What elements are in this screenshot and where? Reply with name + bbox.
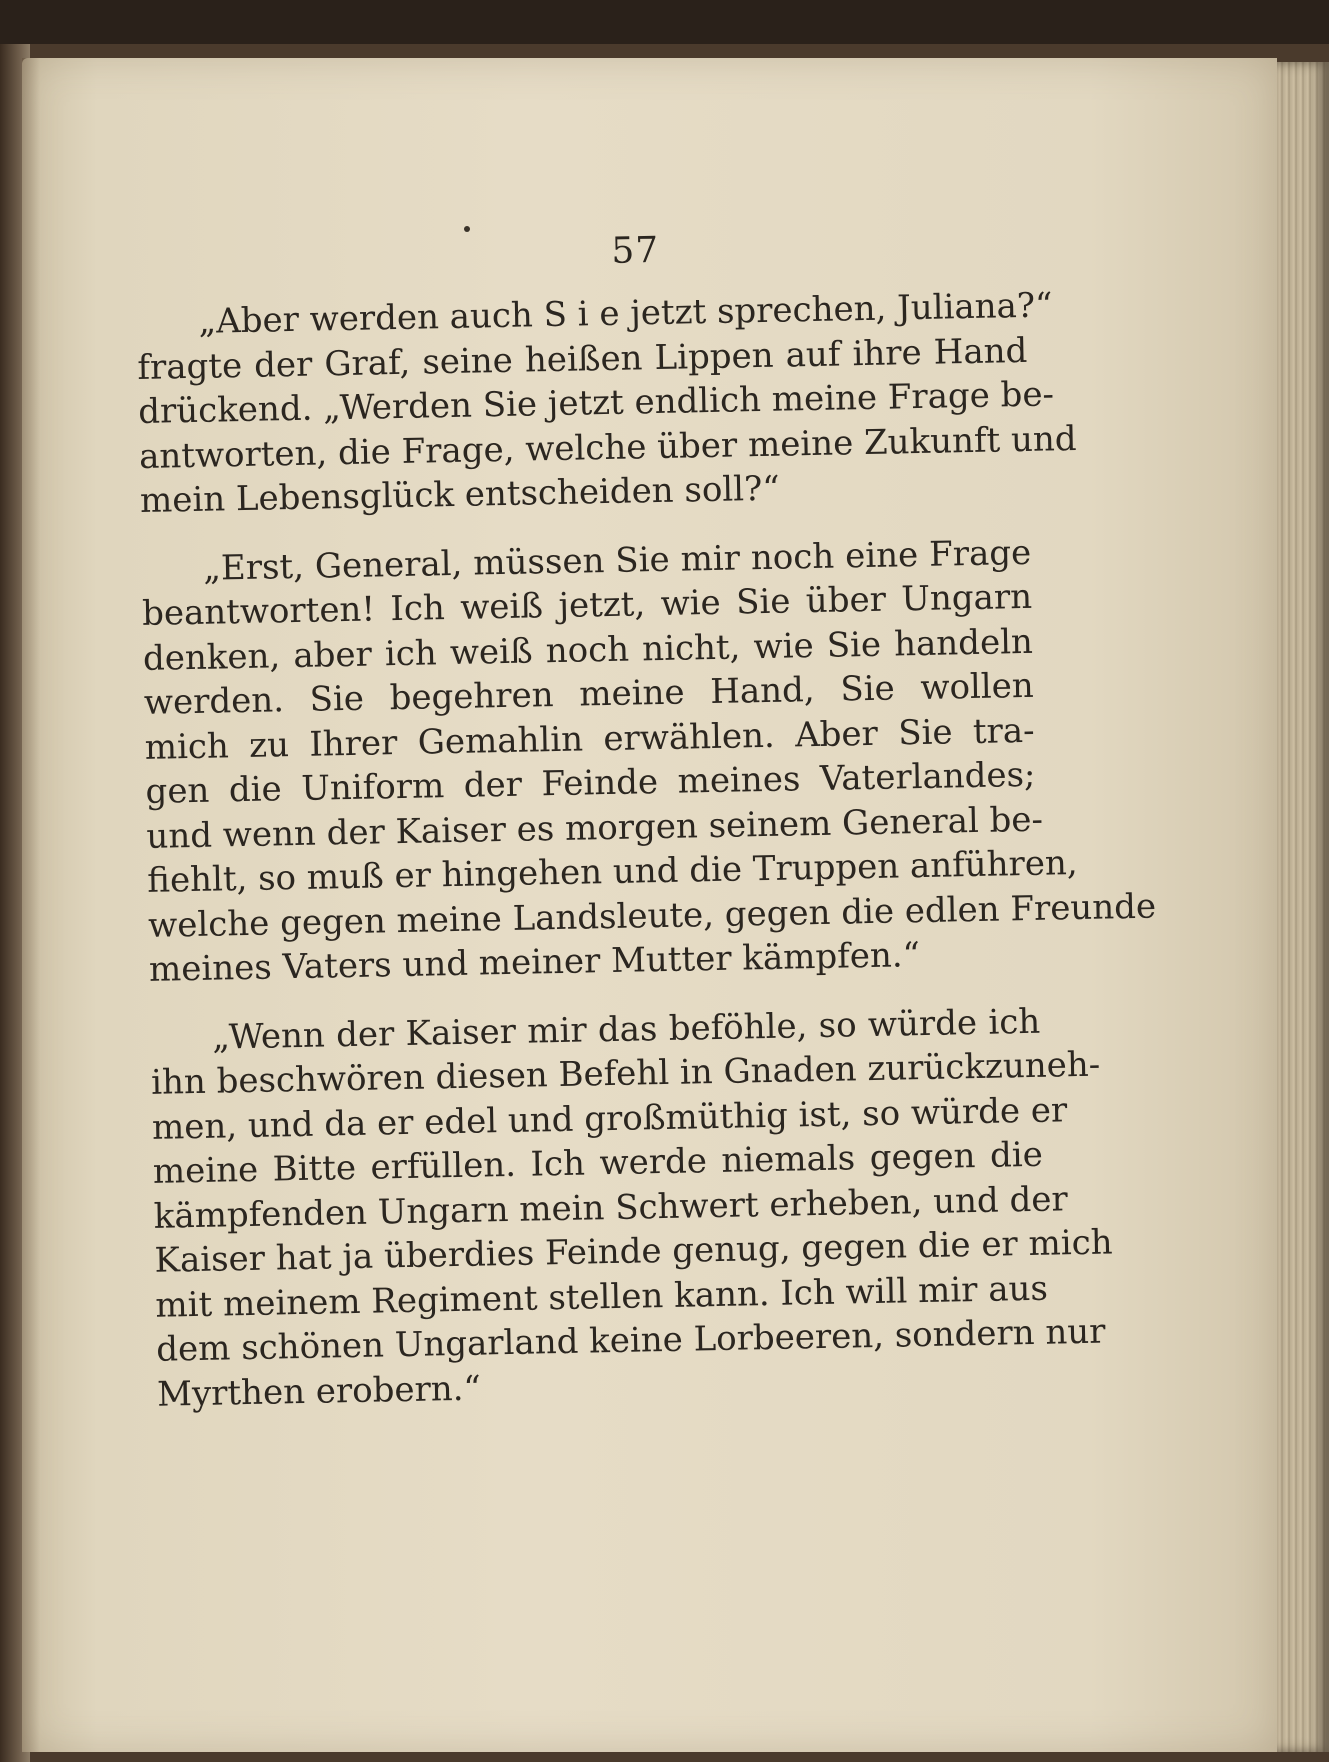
text-line: dem schönen Ungarland keine Lorbeeren, sondern nur: [155, 1311, 1106, 1370]
paragraph-3: [150, 999, 1113, 1417]
text-line: und wenn der Kaiser es morgen seinem General be-: [146, 799, 1044, 857]
text-line: Myrthen erobern.“: [156, 1368, 482, 1415]
text-line: beantworten! Ich weiß jetzt, wie Sie über Ungarn: [141, 576, 1033, 634]
page-text: [135, 223, 1157, 1441]
text-line: gen die Uniform der Feinde meines Vaterlandes;: [145, 754, 1036, 812]
text-line: fragte der Graf, seine heißen Lippen auf ihre Hand: [137, 330, 1028, 388]
text-line: „Erst, General, müssen Sie mir noch eine Frage: [202, 532, 1032, 589]
text-line: meine Bitte erfüllen. Ich werde niemals gegen die: [152, 1134, 1044, 1192]
text-line: men, und da er edel und großmüthig ist, so würde er: [151, 1089, 1068, 1148]
paragraph-2: [141, 530, 1157, 992]
spine-shadow: [22, 58, 40, 1752]
text-line: Kaiser hat ja überdies Feinde genug, gegen die er mich: [154, 1222, 1113, 1281]
page-edges: [1277, 62, 1329, 1752]
text-line: fiehlt, so muß er hingehen und die Truppen anführen,: [146, 843, 1078, 901]
text-line: meines Vaters und meiner Mutter kämpfen.“: [148, 935, 921, 990]
text-line: mein Lebensglück entscheiden soll?“: [139, 468, 781, 521]
text-line: kämpfenden Ungarn mein Schwert erheben, und der: [153, 1178, 1069, 1237]
ink-speck: [464, 226, 470, 232]
text-line: „Wenn der Kaiser mir das beföhle, so würde ich: [211, 1001, 1041, 1058]
paragraph-1: [136, 284, 1077, 524]
text-line: werden. Sie begehren meine Hand, Sie wollen: [143, 665, 1035, 723]
page-number: 57: [611, 229, 660, 272]
text-line: „Aber werden auch S i e jetzt sprechen, Juliana?“: [198, 285, 1053, 342]
text-line: antworten, die Frage, welche über meine Zukunft und: [138, 418, 1077, 477]
text-line: ihn beschwören diesen Befehl in Gnaden zurückzuneh-: [150, 1044, 1101, 1103]
text-line: denken, aber ich weiß noch nicht, wie Sie handeln: [142, 621, 1034, 679]
text-line: mit meinem Regiment stellen kann. Ich will mir aus: [155, 1268, 1049, 1326]
text-line: mich zu Ihrer Gemahlin erwählen. Aber Sie tra-: [144, 710, 1035, 768]
text-line: welche gegen meine Landsleute, gegen die edlen Freunde: [147, 886, 1157, 946]
text-line: drückend. „Werden Sie jetzt endlich meine Frage be-: [137, 374, 1055, 432]
